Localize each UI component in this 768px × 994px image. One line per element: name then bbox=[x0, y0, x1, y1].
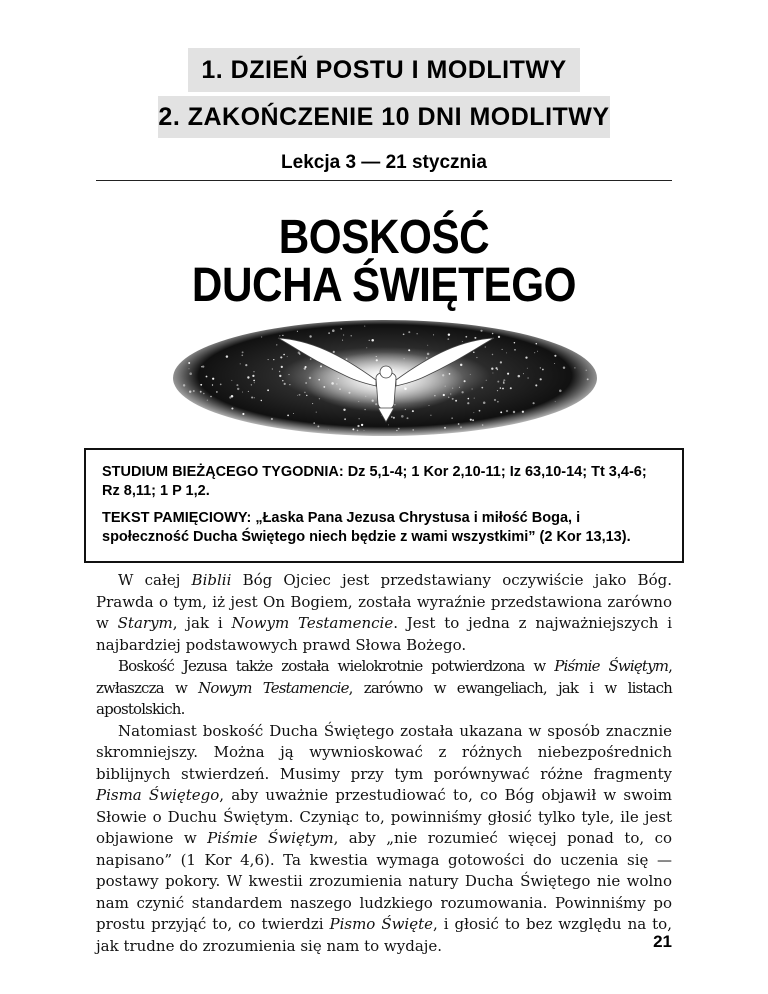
p1-italic-nowym-testamencie: Nowym Testamencie bbox=[231, 614, 394, 632]
p1-text-e: , jak i bbox=[172, 614, 232, 632]
p2-text-e: , zarówno w ewangeliach, jak i w listach apostolskich. bbox=[96, 678, 672, 718]
p3-italic-pismie-swietym: Piśmie Świętym bbox=[207, 829, 334, 847]
p1-text-g: . Jest to jedna z najważniejszych i najbardziej podstawowych prawd Słowa Bożego. bbox=[96, 614, 673, 654]
banner-fasting-day: 1. DZIEŃ POSTU I MODLITWY bbox=[188, 48, 580, 92]
page-number: 21 bbox=[653, 932, 672, 951]
body-paragraph-1 bbox=[96, 570, 672, 656]
p2-italic-pismie-swietym: Piśmie Świętym bbox=[554, 657, 669, 675]
lesson-title-line-2: DUCHA ŚWIĘTEGO bbox=[191, 259, 577, 312]
p2-text-c: , zwłaszcza w bbox=[96, 657, 672, 697]
p1-text-c: Bóg Ojciec jest przedstawiany oczywiście jako Bóg. Prawda o tym, iż jest On Bogiem, została wyraźnie przedstawiona zarówno w bbox=[96, 571, 672, 632]
lesson-date-line: Lekcja 3 — 21 stycznia bbox=[281, 152, 487, 173]
p1-italic-starym: Starym bbox=[117, 614, 173, 632]
p3-text-e: , aby „nie rozumieć więcej ponad to, co napisano” (1 Kor 4,6). Ta kwestia wymaga gotowości do uczenia się — postawy pokory. W kwestii zrozumienia natury Ducha Świętego nie wolno nam czynić standardem naszego ludzkiego rozumowania. Powinniśmy po prostu przyjąć to, co twierdzi bbox=[96, 829, 673, 933]
p3-italic-pisma-swietego: Pisma Świętego bbox=[96, 786, 220, 804]
lesson-title bbox=[0, 211, 768, 312]
header-divider bbox=[96, 180, 672, 181]
p2-text-a: Boskość Jezusa także została wielokrotnie potwierdzona w bbox=[118, 657, 555, 675]
memory-verse bbox=[102, 509, 666, 547]
p3-text-a: Natomiast boskość Ducha Świętego została ukazana w sposób znacznie skromniejszy. Można ją wywnioskować z różnych niebezpośrednich biblijnych stwierdzeń. Musimy przy tym porównywać różne fragmenty bbox=[96, 721, 672, 783]
weekly-study-refs: Dz 5,1-4; 1 Kor 2,10-11; Iz 63,10-14; Tt 3,4-6; Rz 8,11; 1 P 1,2. bbox=[102, 464, 647, 499]
weekly-study-label: STUDIUM BIEŻĄCEGO TYGODNIA: bbox=[102, 464, 344, 480]
weekly-study-references bbox=[102, 463, 666, 501]
p2-italic-nowym-testamencie: Nowym Testamencie bbox=[198, 678, 349, 697]
weekly-study-box bbox=[84, 448, 684, 563]
lesson-title-line-1: BOSKOŚĆ bbox=[278, 211, 490, 264]
p1-text-a: W całej bbox=[118, 571, 192, 589]
p1-italic-biblii: Biblii bbox=[191, 571, 232, 589]
dove-in-starfield-icon bbox=[170, 316, 600, 446]
banner-ten-days-prayer: 2. ZAKOŃCZENIE 10 DNI MODLITWY bbox=[158, 96, 610, 138]
lesson-body bbox=[96, 570, 672, 957]
p3-text-c: , aby uważnie przestudiować to, co Bóg objawił w swoim Słowie o Duchu Świętym. Czyniąc to, powinniśmy głosić tylko tyle, ile jest objawione w bbox=[96, 786, 672, 847]
memory-verse-text: „Łaska Pana Jezusa Chrystusa i miłość Boga, i społeczność Ducha Świętego niech będzie z wami wszystkimi” (2 Kor 13,13). bbox=[102, 510, 631, 545]
body-paragraph-2 bbox=[96, 656, 672, 721]
p3-text-g: , i głosić to bez względu na to, jak trudne do zrozumienia się nam to wydaje. bbox=[96, 915, 672, 955]
p3-italic-pismo-swiete: Pismo Święte bbox=[329, 915, 434, 933]
memory-verse-label: TEKST PAMIĘCIOWY: bbox=[102, 510, 252, 526]
body-paragraph-3 bbox=[96, 721, 672, 958]
